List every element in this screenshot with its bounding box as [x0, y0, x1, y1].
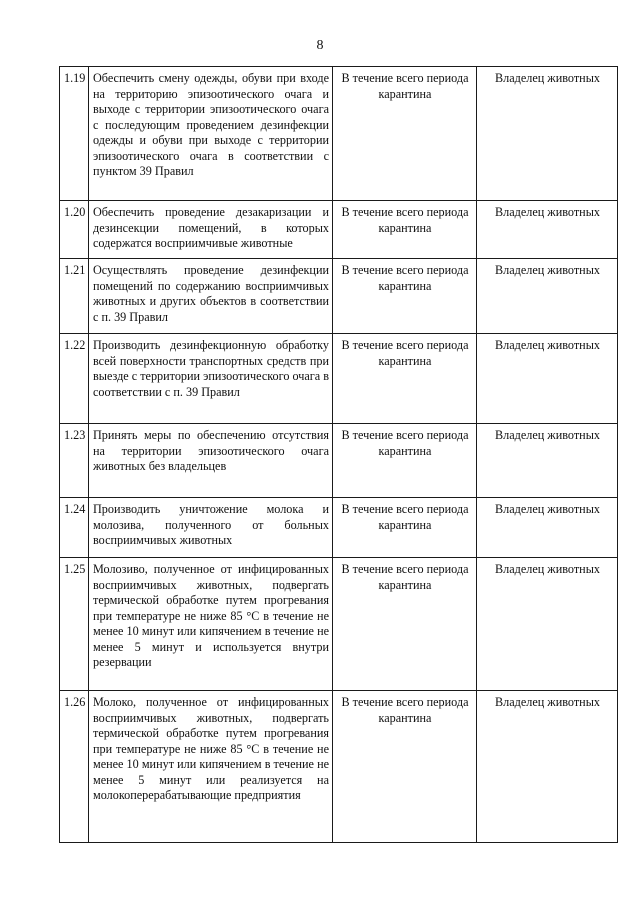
- responsible-text: Владелец животных: [477, 558, 618, 691]
- table-row: [60, 558, 618, 691]
- term-text: В течение всего периода карантина: [333, 259, 477, 334]
- row-number: 1.20: [60, 201, 89, 259]
- row-number: 1.24: [60, 498, 89, 558]
- table-row: [60, 201, 618, 259]
- responsible-text: Владелец животных: [477, 498, 618, 558]
- row-number: 1.21: [60, 259, 89, 334]
- measure-text: Осуществлять проведение дезинфекции помещений по содержанию восприимчивых животных и других объектов в соответствии с п. 39 Правил: [89, 259, 333, 334]
- term-text: В течение всего периода карантина: [333, 334, 477, 424]
- table-row: [60, 67, 618, 201]
- measure-text: Принять меры по обеспечению отсутствия на территории эпизоотического очага животных без владельцев: [89, 424, 333, 498]
- term-text: В течение всего периода карантина: [333, 498, 477, 558]
- term-text: В течение всего периода карантина: [333, 424, 477, 498]
- measure-text: Обеспечить смену одежды, обуви при входе на территорию эпизоотического очага и выходе с территории эпизоотического очага с последующим проведением дезинфекции одежды и обуви при выходе с территории эпизоотического очага в соответствии с пунктом 39 Правил: [89, 67, 333, 201]
- responsible-text: Владелец животных: [477, 334, 618, 424]
- responsible-text: Владелец животных: [477, 201, 618, 259]
- measure-text: Молозиво, полученное от инфицированных восприимчивых животных, подвергать термической обработке путем прогревания при температуре не ниже 85 °С в течение не менее 10 минут или кипячением в течение не менее 5 минут и используется внутри резервации: [89, 558, 333, 691]
- measures-table: [59, 66, 618, 843]
- row-number: 1.23: [60, 424, 89, 498]
- table-row: [60, 334, 618, 424]
- row-number: 1.25: [60, 558, 89, 691]
- measure-text: Молоко, полученное от инфицированных восприимчивых животных, подвергать термической обработке путем прогревания при температуре не ниже 85 °С в течение не менее 10 минут или кипячением в течение не менее 5 минут или реализуется на молокоперерабатывающие предприятия: [89, 691, 333, 843]
- measure-text: Обеспечить проведение дезакаризации и дезинсекции помещений, в которых содержатся восприимчивые животные: [89, 201, 333, 259]
- responsible-text: Владелец животных: [477, 424, 618, 498]
- term-text: В течение всего периода карантина: [333, 558, 477, 691]
- page-number: 8: [316, 38, 324, 53]
- row-number: 1.19: [60, 67, 89, 201]
- measure-text: Производить уничтожение молока и молозива, полученного от больных восприимчивых животных: [89, 498, 333, 558]
- table-row: [60, 691, 618, 843]
- responsible-text: Владелец животных: [477, 67, 618, 201]
- responsible-text: Владелец животных: [477, 691, 618, 843]
- table-row: [60, 424, 618, 498]
- term-text: В течение всего периода карантина: [333, 691, 477, 843]
- row-number: 1.22: [60, 334, 89, 424]
- measure-text: Производить дезинфекционную обработку всей поверхности транспортных средств при выезде с территории эпизоотического очага в соответствии с п. 39 Правил: [89, 334, 333, 424]
- row-number: 1.26: [60, 691, 89, 843]
- term-text: В течение всего периода карантина: [333, 201, 477, 259]
- table-row: [60, 498, 618, 558]
- term-text: В течение всего периода карантина: [333, 67, 477, 201]
- table-row: [60, 259, 618, 334]
- responsible-text: Владелец животных: [477, 259, 618, 334]
